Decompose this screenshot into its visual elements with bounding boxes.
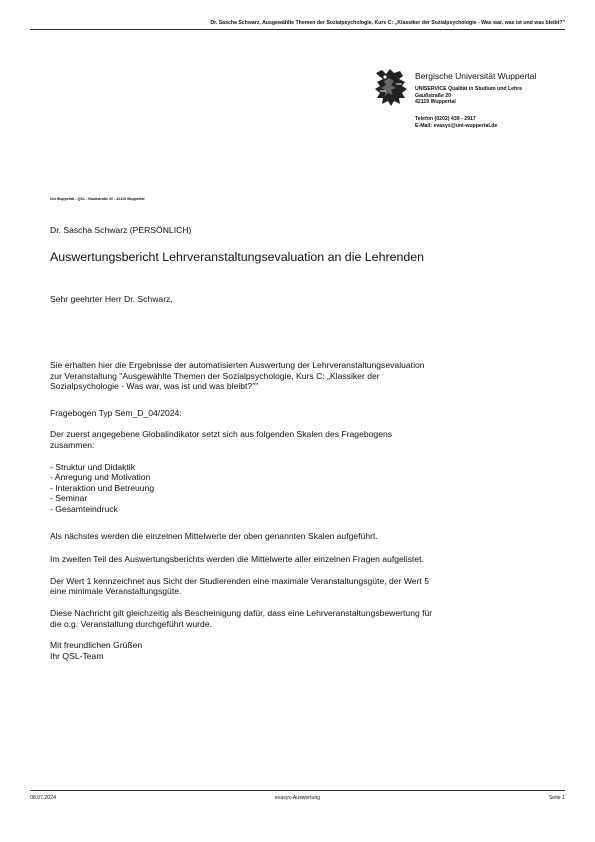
questionnaire-type: Fragebogen Typ Sem_D_04/2024: — [50, 407, 182, 418]
intro-line: Sie erhalten hier die Ergebnisse der automatisierten Auswertung der Lehrveranstaltungsevaluation — [50, 360, 425, 370]
university-lion-crest-icon — [372, 67, 410, 107]
address-line: UNISERVICE Qualität in Studium und Lehre — [415, 86, 523, 92]
scales-intro-line: zusammen: — [50, 439, 95, 450]
footer-title: evasys-Auswertung — [274, 795, 321, 801]
intro-line: Sozialpsychologie - Was war, was ist und was bleibt?"" — [50, 381, 259, 392]
institution-contact — [415, 116, 497, 129]
value-explanation-line: eine minimale Veranstaltungsgüte. — [50, 586, 182, 597]
return-address: Uni Wuppertal - QSL - Gaußstraße 20 - 42119 Wuppertal — [50, 197, 145, 201]
document-title: Auswertungsbericht Lehrveranstaltungsevaluation an die Lehrenden — [50, 250, 425, 264]
list-item: - Gesamteindruck — [50, 503, 118, 514]
address-line: Gaußstraße 20 — [415, 92, 452, 99]
university-name: Bergische Universität Wuppertal — [415, 71, 537, 81]
scales-list — [50, 462, 555, 515]
list-item: - Seminar — [50, 493, 88, 504]
salutation: Sehr geehrter Herr Dr. Schwarz, — [50, 294, 173, 304]
header-divider — [30, 29, 565, 30]
second-part-note: Im zweiten Teil des Auswertungsberichts werden die Mittelwerte aller einzelnen Fragen aufgelistet. — [50, 554, 424, 565]
email-line: E-Mail: evasys@uni-wuppertal.de — [415, 122, 498, 129]
certificate-line: Diese Nachricht gilt gleichzeitig als Bescheinigung dafür, dass eine Lehrveranstaltungsbewertung für — [50, 607, 433, 618]
next-section-note: Als nächstes werden die einzelnen Mittelwerte der oben genannten Skalen aufgeführt. — [50, 530, 378, 541]
list-item: - Interaktion und Betreuung — [50, 482, 155, 493]
running-header: Dr. Sascha Schwarz, Ausgewählte Themen der Sozialpsychologie, Kurs C: „Klassiker der Sozialpsychologie - Was war, was ist und was bleibt?" — [210, 20, 565, 26]
list-item: - Struktur und Didaktik — [50, 461, 136, 472]
letter-body — [50, 360, 555, 661]
footer-date: 08.07.2024 — [30, 795, 56, 801]
intro-line: zur Veranstaltung "Ausgewählte Themen der Sozialpsychologie, Kurs C: „Klassiker der — [50, 370, 380, 381]
closing: Mit freundlichen Grüßen — [50, 640, 143, 651]
certificate-line: die o.g. Veranstaltung durchgeführt wurde. — [50, 618, 212, 629]
scales-intro-line: Der zuerst angegebene Globalindikator setzt sich aus folgenden Skalen des Fragebogens — [50, 429, 393, 440]
address-line: 42119 Wuppertal — [415, 99, 456, 106]
institution-address — [415, 86, 522, 106]
signature: Ihr QSL-Team — [50, 650, 104, 661]
footer-page-number: Seite 1 — [548, 795, 565, 801]
phone-line: Telefon (0202) 439 - 2917 — [415, 116, 476, 122]
value-explanation-line: Der Wert 1 kennzeichnet aus Sicht der Studierenden eine maximale Veranstaltungsgüte, der Wert 5 — [50, 575, 429, 586]
recipient: Dr. Sascha Schwarz (PERSÖNLICH) — [50, 225, 192, 235]
list-item: - Anregung und Motivation — [50, 472, 151, 483]
footer-divider — [30, 790, 565, 791]
